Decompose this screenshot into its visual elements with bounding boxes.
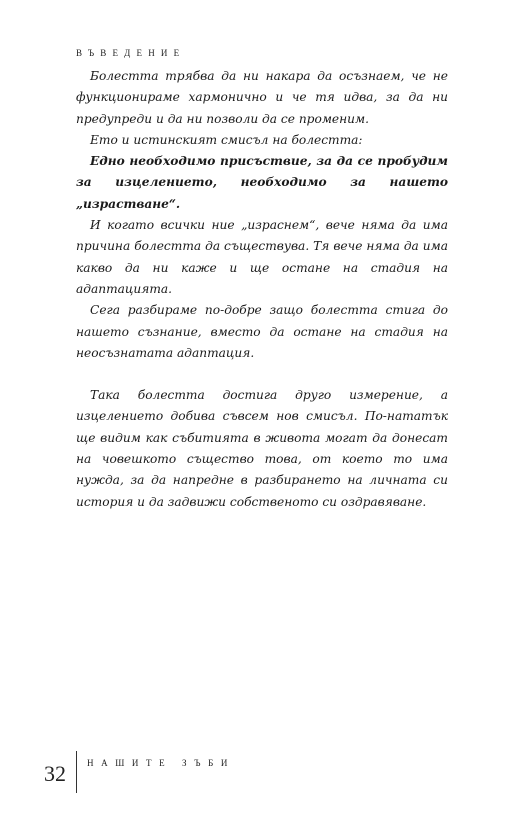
- running-head: ВЪВЕДЕНИЕ: [76, 48, 186, 58]
- body-text: [76, 66, 448, 513]
- page-number: 32: [44, 761, 66, 786]
- footer-divider: [76, 751, 77, 793]
- paragraph: И когато всички ние „израснем“, вече няма да има причина болестта да съществува. Тя вече няма да има какво да ни каже и ще остане на стадия на адаптацията.: [76, 218, 448, 296]
- paragraph: Болестта трябва да ни накара да осъзнаем, че не функционираме хармонично и че тя идва, за да ни предупреди и да ни позволи да се променим.: [76, 69, 448, 126]
- paragraph: Сега разбираме по-добре защо болестта стига до нашето съзнание, вместо да остане на стадия на неосъзнатата адаптация.: [76, 303, 448, 360]
- page-footer: [44, 751, 235, 793]
- paragraph: Така болестта достига друго измерение, а изцелението добива съвсем нов смисъл. По-нататък ще видим как събитията в живота могат да донесат на човешкото същество това, от което то има нужда, за да напредне в разбирането на личната си история и да задвижи собственото си оздравяване.: [76, 388, 448, 509]
- paragraph: Ето и истинският смисъл на болестта:: [90, 132, 363, 147]
- bold-paragraph: Едно необходимо присъствие, за да се пробудим за изцелението, необходимо за нашето „израстване“.: [76, 154, 448, 211]
- running-foot: НАШИТЕ ЗЪБИ: [87, 758, 235, 768]
